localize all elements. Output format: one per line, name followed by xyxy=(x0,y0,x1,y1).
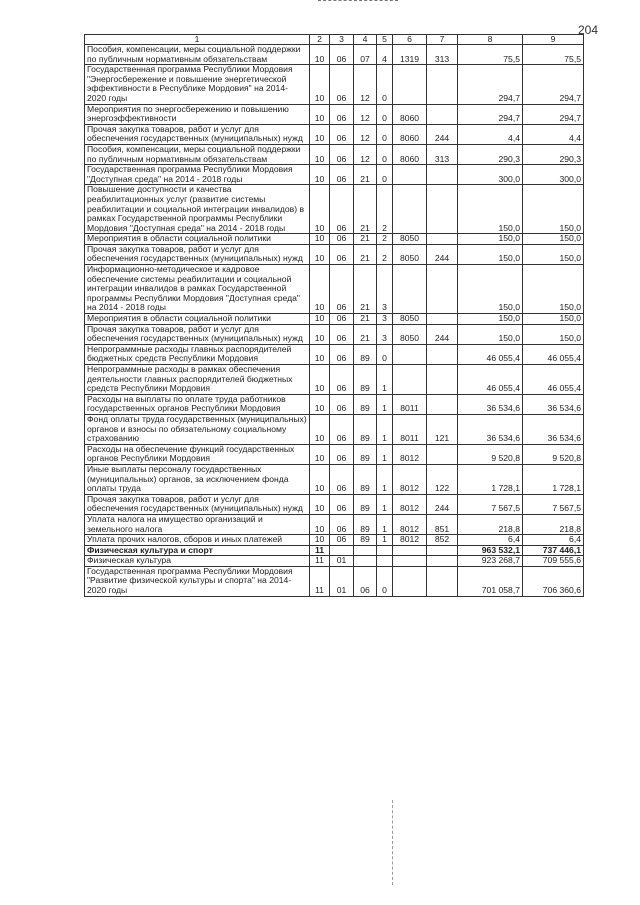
subprogram-code xyxy=(377,545,393,556)
direction-code: 8012 xyxy=(393,535,427,546)
row-name: Государственная программа Республики Мордовия "Развитие физической культуры и спорта" на 2014-2020 годы xyxy=(85,566,310,596)
amount-year-1: 7 567,5 xyxy=(458,494,523,514)
col-header: 1 xyxy=(85,35,310,45)
amount-year-2: 150,0 xyxy=(523,314,584,325)
row-name: Информационно-методическое и кадровое обеспечение системы реабилитации и социальной интеграции инвалидов в рамках Государственной программы Республики Мордовия "Доступная среда" на 2014 - 2018 годы xyxy=(85,265,310,314)
program-code: 89 xyxy=(354,535,377,546)
amount-year-2: 150,0 xyxy=(523,234,584,245)
subsection-code: 06 xyxy=(330,185,354,234)
program-code: 89 xyxy=(354,365,377,395)
amount-year-1: 290,3 xyxy=(458,144,523,164)
direction-code: 8012 xyxy=(393,494,427,514)
subsection-code: 06 xyxy=(330,494,354,514)
expense-type-code: 244 xyxy=(427,324,458,344)
table-row xyxy=(85,444,584,464)
table-row xyxy=(85,394,584,414)
direction-code xyxy=(393,185,427,234)
amount-year-2: 218,8 xyxy=(523,514,584,534)
scan-artifact xyxy=(318,0,398,7)
table-row xyxy=(85,265,584,314)
table-row xyxy=(85,244,584,264)
program-code: 06 xyxy=(354,566,377,596)
subprogram-code: 0 xyxy=(377,104,393,124)
expense-type-code xyxy=(427,556,458,567)
amount-year-1: 150,0 xyxy=(458,244,523,264)
direction-code: 8060 xyxy=(393,104,427,124)
expense-type-code xyxy=(427,265,458,314)
amount-year-1: 150,0 xyxy=(458,324,523,344)
subsection-code: 06 xyxy=(330,314,354,325)
program-code: 21 xyxy=(354,185,377,234)
amount-year-2: 1 728,1 xyxy=(523,464,584,494)
amount-year-1: 150,0 xyxy=(458,265,523,314)
section-code: 10 xyxy=(310,65,330,104)
table-row xyxy=(85,234,584,245)
amount-year-1: 923 268,7 xyxy=(458,556,523,567)
col-header: 5 xyxy=(377,35,393,45)
program-code: 89 xyxy=(354,414,377,444)
expense-type-code: 851 xyxy=(427,514,458,534)
table-row xyxy=(85,545,584,556)
direction-code xyxy=(393,545,427,556)
subsection-code: 06 xyxy=(330,464,354,494)
expense-type-code: 244 xyxy=(427,244,458,264)
section-code: 10 xyxy=(310,344,330,364)
direction-code xyxy=(393,265,427,314)
row-name: Государственная программа Республики Мордовия "Энергосбережение и повышение энергетической эффективности в Республике Мордовия" на 2014-2020 годы xyxy=(85,65,310,104)
col-header: 7 xyxy=(427,35,458,45)
row-name: Расходы на выплаты по оплате труда работников государственных органов Республики Мордовия xyxy=(85,394,310,414)
row-name: Непрограммные расходы главных распорядителей бюджетных средств Республики Мордовия xyxy=(85,344,310,364)
section-code: 10 xyxy=(310,514,330,534)
subsection-code: 06 xyxy=(330,365,354,395)
amount-year-2: 46 055,4 xyxy=(523,344,584,364)
direction-code: 8011 xyxy=(393,414,427,444)
subprogram-code: 3 xyxy=(377,324,393,344)
subsection-code: 06 xyxy=(330,244,354,264)
direction-code: 8050 xyxy=(393,244,427,264)
amount-year-2: 300,0 xyxy=(523,165,584,185)
program-code: 21 xyxy=(354,314,377,325)
col-header: 8 xyxy=(458,35,523,45)
direction-code xyxy=(393,344,427,364)
section-code: 11 xyxy=(310,545,330,556)
scan-line xyxy=(392,800,393,885)
expense-type-code: 313 xyxy=(427,45,458,65)
subprogram-code: 0 xyxy=(377,344,393,364)
table-row xyxy=(85,314,584,325)
amount-year-1: 150,0 xyxy=(458,314,523,325)
expense-type-code xyxy=(427,165,458,185)
amount-year-1: 294,7 xyxy=(458,104,523,124)
subprogram-code: 0 xyxy=(377,144,393,164)
subprogram-code: 1 xyxy=(377,444,393,464)
direction-code: 8012 xyxy=(393,444,427,464)
amount-year-2: 150,0 xyxy=(523,185,584,234)
subsection-code: 06 xyxy=(330,414,354,444)
amount-year-2: 4,4 xyxy=(523,124,584,144)
table-row xyxy=(85,165,584,185)
table-body xyxy=(85,45,584,597)
row-name: Государственная программа Республики Мордовия "Доступная среда" на 2014 - 2018 годы xyxy=(85,165,310,185)
subprogram-code: 1 xyxy=(377,535,393,546)
section-code: 10 xyxy=(310,414,330,444)
section-code: 10 xyxy=(310,464,330,494)
program-code: 21 xyxy=(354,265,377,314)
expense-type-code xyxy=(427,104,458,124)
row-name: Прочая закупка товаров, работ и услуг для обеспечения государственных (муниципальных) нужд xyxy=(85,324,310,344)
subprogram-code: 1 xyxy=(377,464,393,494)
row-name: Расходы на обеспечение функций государственных органов Республики Мордовия xyxy=(85,444,310,464)
row-name: Уплата прочих налогов, сборов и иных платежей xyxy=(85,535,310,546)
expense-type-code: 121 xyxy=(427,414,458,444)
table-row xyxy=(85,104,584,124)
amount-year-2: 36 534,6 xyxy=(523,414,584,444)
amount-year-2: 150,0 xyxy=(523,324,584,344)
amount-year-1: 36 534,6 xyxy=(458,414,523,444)
table-row xyxy=(85,185,584,234)
section-code: 10 xyxy=(310,124,330,144)
table-row xyxy=(85,566,584,596)
program-code: 12 xyxy=(354,144,377,164)
direction-code: 8050 xyxy=(393,314,427,325)
expense-type-code: 122 xyxy=(427,464,458,494)
amount-year-2: 9 520,8 xyxy=(523,444,584,464)
amount-year-1: 963 532,1 xyxy=(458,545,523,556)
subsection-code: 06 xyxy=(330,394,354,414)
amount-year-2: 75,5 xyxy=(523,45,584,65)
row-name: Мероприятия в области социальной политики xyxy=(85,234,310,245)
subprogram-code xyxy=(377,556,393,567)
direction-code: 1319 xyxy=(393,45,427,65)
expense-type-code xyxy=(427,394,458,414)
row-name: Прочая закупка товаров, работ и услуг для обеспечения государственных (муниципальных) нужд xyxy=(85,124,310,144)
program-code: 12 xyxy=(354,124,377,144)
amount-year-2: 36 534,6 xyxy=(523,394,584,414)
program-code: 12 xyxy=(354,104,377,124)
col-header: 3 xyxy=(330,35,354,45)
budget-table xyxy=(84,34,584,597)
table-row xyxy=(85,464,584,494)
subprogram-code: 1 xyxy=(377,365,393,395)
section-code: 10 xyxy=(310,234,330,245)
section-code: 10 xyxy=(310,104,330,124)
row-name: Физическая культура и спорт xyxy=(85,545,310,556)
amount-year-2: 294,7 xyxy=(523,104,584,124)
subsection-code: 06 xyxy=(330,344,354,364)
amount-year-2: 6,4 xyxy=(523,535,584,546)
expense-type-code xyxy=(427,234,458,245)
amount-year-2: 7 567,5 xyxy=(523,494,584,514)
amount-year-2: 290,3 xyxy=(523,144,584,164)
header-row xyxy=(85,35,584,45)
amount-year-2: 294,7 xyxy=(523,65,584,104)
subsection-code: 06 xyxy=(330,535,354,546)
program-code xyxy=(354,556,377,567)
row-name: Пособия, компенсации, меры социальной поддержки по публичным нормативным обязательствам xyxy=(85,45,310,65)
section-code: 10 xyxy=(310,314,330,325)
table-row xyxy=(85,494,584,514)
section-code: 10 xyxy=(310,144,330,164)
amount-year-1: 294,7 xyxy=(458,65,523,104)
expense-type-code xyxy=(427,65,458,104)
program-code: 07 xyxy=(354,45,377,65)
table-row xyxy=(85,124,584,144)
subsection-code: 06 xyxy=(330,324,354,344)
table-row xyxy=(85,144,584,164)
subprogram-code: 0 xyxy=(377,65,393,104)
expense-type-code: 852 xyxy=(427,535,458,546)
subprogram-code: 1 xyxy=(377,494,393,514)
row-name: Пособия, компенсации, меры социальной поддержки по публичным нормативным обязательствам xyxy=(85,144,310,164)
direction-code xyxy=(393,165,427,185)
amount-year-1: 6,4 xyxy=(458,535,523,546)
subprogram-code: 2 xyxy=(377,234,393,245)
subsection-code: 06 xyxy=(330,444,354,464)
subsection-code: 01 xyxy=(330,566,354,596)
table-row xyxy=(85,365,584,395)
amount-year-2: 706 360,6 xyxy=(523,566,584,596)
row-name: Мероприятия по энергосбережению и повышению энергоэффективности xyxy=(85,104,310,124)
row-name: Иные выплаты персоналу государственных (муниципальных) органов, за исключением фонда оплаты труда xyxy=(85,464,310,494)
subsection-code: 06 xyxy=(330,144,354,164)
section-code: 10 xyxy=(310,444,330,464)
section-code: 11 xyxy=(310,566,330,596)
subsection-code: 06 xyxy=(330,104,354,124)
program-code: 89 xyxy=(354,444,377,464)
amount-year-1: 701 058,7 xyxy=(458,566,523,596)
row-name: Мероприятия в области социальной политики xyxy=(85,314,310,325)
program-code: 21 xyxy=(354,234,377,245)
subprogram-code: 0 xyxy=(377,124,393,144)
amount-year-1: 150,0 xyxy=(458,234,523,245)
amount-year-2: 150,0 xyxy=(523,244,584,264)
subsection-code: 06 xyxy=(330,65,354,104)
amount-year-2: 46 055,4 xyxy=(523,365,584,395)
section-code: 10 xyxy=(310,365,330,395)
col-header: 2 xyxy=(310,35,330,45)
amount-year-1: 75,5 xyxy=(458,45,523,65)
direction-code xyxy=(393,556,427,567)
amount-year-1: 4,4 xyxy=(458,124,523,144)
expense-type-code xyxy=(427,545,458,556)
amount-year-1: 46 055,4 xyxy=(458,344,523,364)
direction-code: 8011 xyxy=(393,394,427,414)
row-name: Прочая закупка товаров, работ и услуг для обеспечения государственных (муниципальных) нужд xyxy=(85,494,310,514)
subprogram-code: 0 xyxy=(377,566,393,596)
section-code: 10 xyxy=(310,244,330,264)
amount-year-1: 36 534,6 xyxy=(458,394,523,414)
amount-year-1: 1 728,1 xyxy=(458,464,523,494)
amount-year-1: 9 520,8 xyxy=(458,444,523,464)
section-code: 11 xyxy=(310,556,330,567)
subprogram-code: 1 xyxy=(377,514,393,534)
expense-type-code: 244 xyxy=(427,124,458,144)
row-name: Повышение доступности и качества реабилитационных услуг (развитие системы реабилитации и социальной интеграции инвалидов) в рамках Государственной программы Республики Мордовия "Доступная среда" на 2014 - 2018 годы xyxy=(85,185,310,234)
subsection-code: 06 xyxy=(330,165,354,185)
program-code: 21 xyxy=(354,324,377,344)
amount-year-2: 709 555,6 xyxy=(523,556,584,567)
row-name: Непрограммные расходы в рамках обеспечения деятельности главных распорядителей бюджетных средств Республики Мордовия xyxy=(85,365,310,395)
program-code: 21 xyxy=(354,165,377,185)
section-code: 10 xyxy=(310,394,330,414)
direction-code: 8060 xyxy=(393,144,427,164)
col-header: 6 xyxy=(393,35,427,45)
col-header: 4 xyxy=(354,35,377,45)
direction-code: 8050 xyxy=(393,324,427,344)
amount-year-1: 150,0 xyxy=(458,185,523,234)
table-row xyxy=(85,535,584,546)
program-code: 89 xyxy=(354,394,377,414)
table-row xyxy=(85,344,584,364)
expense-type-code xyxy=(427,344,458,364)
row-name: Прочая закупка товаров, работ и услуг для обеспечения государственных (муниципальных) нужд xyxy=(85,244,310,264)
amount-year-2: 737 446,1 xyxy=(523,545,584,556)
subsection-code: 06 xyxy=(330,514,354,534)
section-code: 10 xyxy=(310,265,330,314)
program-code: 21 xyxy=(354,244,377,264)
expense-type-code xyxy=(427,444,458,464)
subprogram-code: 3 xyxy=(377,314,393,325)
subprogram-code: 3 xyxy=(377,265,393,314)
section-code: 10 xyxy=(310,324,330,344)
amount-year-1: 46 055,4 xyxy=(458,365,523,395)
amount-year-1: 300,0 xyxy=(458,165,523,185)
table-row xyxy=(85,65,584,104)
expense-type-code xyxy=(427,185,458,234)
expense-type-code xyxy=(427,314,458,325)
program-code: 89 xyxy=(354,344,377,364)
amount-year-1: 218,8 xyxy=(458,514,523,534)
col-header: 9 xyxy=(523,35,584,45)
expense-type-code xyxy=(427,566,458,596)
subprogram-code: 4 xyxy=(377,45,393,65)
row-name: Фонд оплаты труда государственных (муниципальных) органов и взносы по обязательному социальному страхованию xyxy=(85,414,310,444)
subsection-code: 06 xyxy=(330,234,354,245)
subprogram-code: 1 xyxy=(377,414,393,444)
subsection-code xyxy=(330,545,354,556)
row-name: Физическая культура xyxy=(85,556,310,567)
section-code: 10 xyxy=(310,45,330,65)
program-code: 89 xyxy=(354,514,377,534)
section-code: 10 xyxy=(310,165,330,185)
program-code xyxy=(354,545,377,556)
expense-type-code: 244 xyxy=(427,494,458,514)
subsection-code: 06 xyxy=(330,45,354,65)
row-name: Уплата налога на имущество организаций и земельного налога xyxy=(85,514,310,534)
direction-code xyxy=(393,566,427,596)
table-row xyxy=(85,556,584,567)
section-code: 10 xyxy=(310,535,330,546)
direction-code xyxy=(393,65,427,104)
amount-year-2: 150,0 xyxy=(523,265,584,314)
expense-type-code: 313 xyxy=(427,144,458,164)
program-code: 89 xyxy=(354,464,377,494)
section-code: 10 xyxy=(310,494,330,514)
program-code: 89 xyxy=(354,494,377,514)
direction-code: 8012 xyxy=(393,514,427,534)
direction-code: 8060 xyxy=(393,124,427,144)
subprogram-code: 2 xyxy=(377,244,393,264)
table-row xyxy=(85,514,584,534)
table-row xyxy=(85,324,584,344)
page-number: 204 xyxy=(578,23,599,37)
table-row xyxy=(85,45,584,65)
direction-code: 8012 xyxy=(393,464,427,494)
section-code: 10 xyxy=(310,185,330,234)
expense-type-code xyxy=(427,365,458,395)
subsection-code: 01 xyxy=(330,556,354,567)
direction-code: 8050 xyxy=(393,234,427,245)
direction-code xyxy=(393,365,427,395)
subprogram-code: 0 xyxy=(377,165,393,185)
subsection-code: 06 xyxy=(330,124,354,144)
subsection-code: 06 xyxy=(330,265,354,314)
program-code: 12 xyxy=(354,65,377,104)
subprogram-code: 2 xyxy=(377,185,393,234)
subprogram-code: 1 xyxy=(377,394,393,414)
table-row xyxy=(85,414,584,444)
